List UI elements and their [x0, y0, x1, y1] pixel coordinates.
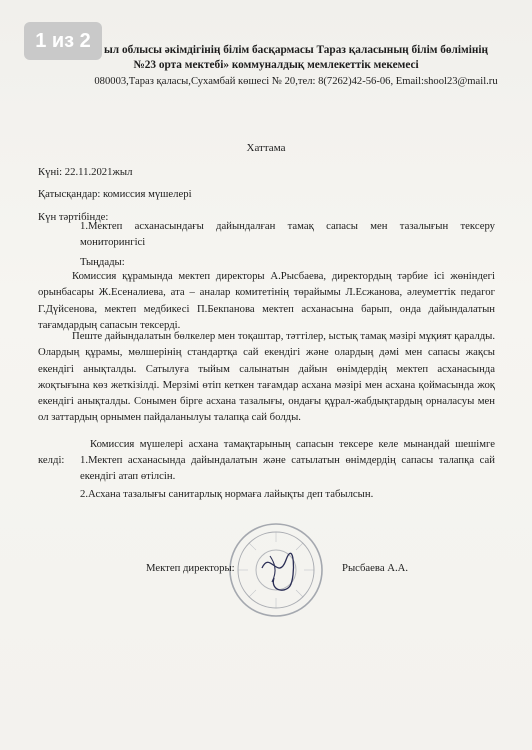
paragraph-inspection	[38, 328, 495, 426]
header-address: 080003,Тараз қаласы,Сухамбай көшесі № 20,тел: 8(7262)42-56-06, Email:shool23@mail.ru	[94, 76, 498, 87]
date-line: Күні: 22.11.2021жыл	[38, 166, 133, 178]
agenda-item: 1.Мектеп асханасындағы дайындалған тамақ сапасы мен тазалығын тексеру мониторингісі	[80, 220, 495, 249]
resolution-item-2: 2.Асхана тазалығы санитарлық нормаға лайықты деп табылсын.	[80, 488, 374, 500]
header-organization-line1: ыл облысы әкімдігінің білім басқармасы Тараз қаласының білім бөлімінің	[103, 44, 489, 56]
paragraph-decision-intro-text: Комиссия мүшелері асхана тамақтарының сапасын тексере келе мынандай шешімге келді:	[38, 438, 495, 467]
participants-line: Қатысқандар: комиссия мүшелері	[38, 188, 192, 200]
agenda-label: Күн тәртібінде:	[38, 211, 109, 223]
paragraph-commission-text: Комиссия құрамында мектеп директоры А.Рысбаева, директордың тәрбие ісі жөніндегі орынбасары Ж.Есеналиева, ата – аналар комитетінің төрайымы Л.Есжанова, әлеуметтік педагог Г.Дүйсенова, мектеп медбикесі П.Бекпанова мектеп асханасына барып, онда дайындалатын тағамдардың сапасын тексерді.	[38, 270, 495, 331]
signature-label: Мектеп директоры:	[146, 562, 235, 574]
signature-name: Рысбаева А.А.	[342, 562, 409, 574]
paragraph-commission	[38, 268, 495, 333]
resolution-item-1: 1.Мектеп асханасында дайындалатын және сатылатын өнімдердің сапасы талапқа сай екендігі атап өтілсін.	[80, 454, 495, 483]
document-title: Хаттама	[246, 142, 286, 154]
paragraph-inspection-text: Пеште дайындалатын бөлкелер мен тоқаштар, тәттілер, ыстық тамақ мәзірі мұқият қаралды. Олардың құрамы, мөлшерінің стандартқа сай екендігі және олардың дәмі мен сапасы жақсы екендігі анықталды. Сатылуға тыйым салынатын дайын өнімдердің мектеп асханасында жоқтығына көз жеткізілді. Мерзімі өтіп кеткен тағамдар асхана мәзірі мен асхана қоймасында жоқ екендігі анықталды. Сонымен бірге асхана тазалығы, ондағы құрал-жабдықтардың орналасуы мен ол заттардың орнымен пайдаланылуы талапқа сай болды.	[38, 330, 495, 424]
page-indicator: 1 из 2	[24, 22, 102, 60]
school-seal-stamp	[226, 520, 326, 620]
header-organization-line2: №23 орта мектебі» коммуналдық мемлекеттік мекемесі	[133, 59, 419, 71]
heard-label: Тыңдады:	[80, 256, 125, 268]
